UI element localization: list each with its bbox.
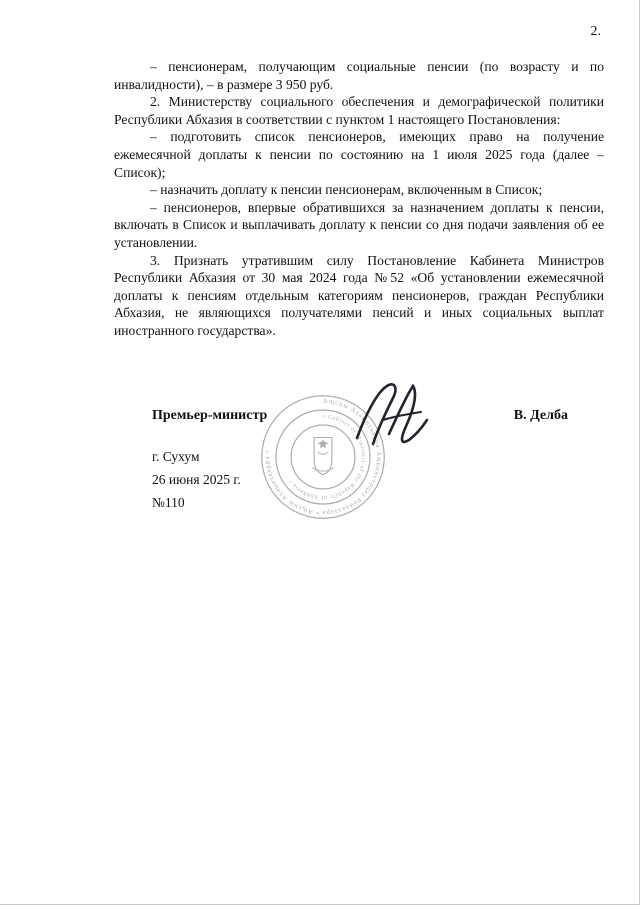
page-number: 2. — [590, 24, 601, 39]
seal-text-outer-ring: Аҧсны Аҳәынҭқарра Аминистрцәа Реилазаара • Аҧсны Аҳәынҭқарра • — [263, 397, 383, 517]
footer-city: г. Сухум — [152, 449, 200, 464]
paragraph-pension-amount: – пенсионерам, получающим социальные пенсии (по возрасту и по инвалидности), – в размере 3 950 руб. — [114, 59, 604, 92]
paragraph-repeal-resolution: 3. Признать утратившим силу Постановление Кабинета Министров Республики Абхазия от 30 мая 2024 года №52 «Об установлении ежемесячной доплаты к пенсиям отдельным категориям пенсионеров, граждан Республики Абхазия, не являющихся получателями пенсий и иных социальных выплат иностранного государства». — [114, 252, 604, 338]
footer-date: 26 июня 2025 г. — [152, 472, 241, 487]
paragraph-ministry-instruction: 2. Министерству социального обеспечения и демографической политики Республики Абхазия в соответствии с пунктом 1 настоящего Постановления: — [114, 94, 604, 127]
document-body — [114, 58, 604, 340]
seal-center-emblem — [312, 437, 333, 474]
paragraph-new-applicants: – пенсионеров, впервые обратившихся за назначением доплаты к пенсии, включать в Список и выплачивать доплату к пенсии со дня подачи заявления об ее установлении. — [114, 199, 604, 250]
signatory-name: В. Делба — [513, 408, 568, 423]
handwritten-signature — [343, 376, 439, 466]
seal-text-inner-ring: • Cabinet of Ministers of the Republic of Abkhazia • — [287, 413, 367, 501]
paragraph-prepare-list: – подготовить список пенсионеров, имеющих право на получение ежемесячной доплаты к пенсии по состоянию на 1 июля 2025 года (далее – Список); — [114, 129, 604, 180]
footer-block — [152, 449, 241, 518]
footer-number: №110 — [152, 495, 185, 510]
paragraph-assign-supplement: – назначить доплату к пенсии пенсионерам, включенным в Список; — [150, 182, 543, 198]
signatory-title: Премьер-министр — [152, 408, 268, 423]
